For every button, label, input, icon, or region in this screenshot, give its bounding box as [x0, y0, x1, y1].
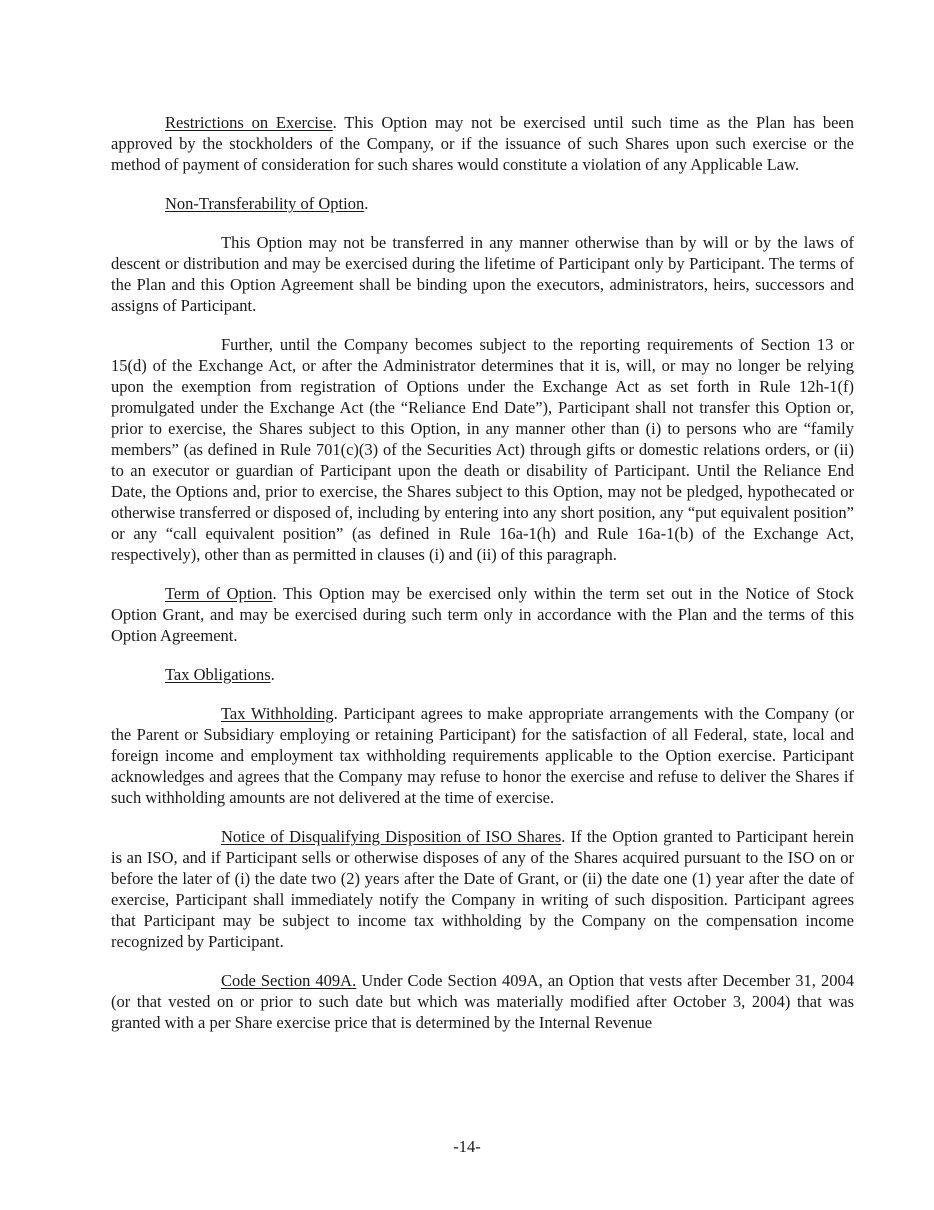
non-transferability-paragraph-2: Further, until the Company becomes subject to the reporting requirements of Section 13 or 15(d) of the Exchange Act, or after the Administrator determines that it is, will, or may no longer be relying upon the exemption from registration of Options under the Exchange Act as set forth in Rule 12h-1(f) promulgated under the Exchange Act (the “Reliance End Date”), Participant shall not transfer this Option or, prior to exercise, the Shares subject to this Option, in any manner other than (i) to persons who are “family members” (as defined in Rule 701(c)(3) of the Securities Act) through gifts or domestic relations orders, or (ii) to an executor or guardian of Participant upon the death or disability of Participant. Until the Reliance End Date, the Options and, prior to exercise, the Shares subject to this Option, may not be pledged, hypothecated or otherwise transferred or disposed of, including by entering into any short position, any “put equivalent position” or any “call equivalent position” (as defined in Rule 16a-1(h) and Rule 16a-1(b) of the Exchange Act, respectively), other than as permitted in clauses (i) and (ii) of this paragraph.	[111, 335, 854, 564]
non-transferability-heading: Non-Transferability of Option	[165, 194, 365, 213]
non-transferability-heading-line: Non-Transferability of Option.	[165, 194, 369, 213]
section-409a-heading: Code Section 409A.	[221, 971, 357, 990]
tax-withholding-paragraph: Tax Withholding. Participant agrees to make appropriate arrangements with the Company (or the Parent or Subsidiary employing or retaining Participant) for the satisfaction of all Federal, state, local and foreign income and employment tax withholding requirements applicable to the Option exercise. Participant acknowledges and agrees that the Company may refuse to honor the exercise and refuse to deliver the Shares if such withholding amounts are not delivered at the time of exercise.	[111, 704, 855, 807]
tax-heading: Tax Obligations	[165, 665, 271, 684]
term-heading: Term of Option	[165, 584, 273, 603]
disqualifying-disposition-paragraph: Notice of Disqualifying Disposition of ISO Shares. If the Option granted to Participant herein is an ISO, and if Participant sells or otherwise disposes of any of the Shares acquired pursuant to the ISO on or before the later of (i) the date two (2) years after the Date of Grant, or (ii) the date one (1) year after the date of exercise, Participant shall immediately notify the Company in writing of such disposition. Participant agrees that Participant may be subject to income tax withholding by the Company on the compensation income recognized by Participant.	[111, 827, 854, 951]
section-409a-paragraph	[111, 970, 854, 1033]
term-text: This Option may be exercised only within the term set out in the Notice of Stock Option Grant, and may be exercised during such term only in accordance with the Plan and the terms of this Option Agreement.	[111, 584, 854, 645]
disqualifying-disposition-text: If the Option granted to Participant herein is an ISO, and if Participant sells or otherwise disposes of any of the Shares acquired pursuant to the ISO on or before the later of (i) the date two (2) years after the Date of Grant, or (ii) the date one (1) year after the date of exercise, Participant shall immediately notify the Company in writing of such disposition. Participant agrees that Participant may be subject to income tax withholding by the Company on the compensation income recognized by Participant.	[111, 827, 854, 951]
non-transferability-paragraph-1: This Option may not be transferred in any manner otherwise than by will or by the laws of descent or distribution and may be exercised during the lifetime of Participant only by Participant. The terms of the Plan and this Option Agreement shall be binding upon the executors, administrators, heirs, successors and assigns of Participant.	[111, 233, 854, 315]
page-number: -14-	[453, 1137, 481, 1156]
section-409a-text: Under Code Section 409A, an Option that vests after December 31, 2004 (or that vested on or prior to such date but which was materially modified after October 3, 2004) that was granted with a per Share exercise price that is determined by the Internal Revenue	[111, 971, 854, 1032]
restrictions-paragraph: Restrictions on Exercise. This Option may not be exercised until such time as the Plan has been approved by the stockholders of the Company, or if the issuance of such Shares upon such exercise or the method of payment of consideration for such shares would constitute a violation of any Applicable Law.	[111, 113, 854, 174]
tax-heading-line: Tax Obligations.	[165, 665, 275, 684]
document-page	[111, 112, 854, 1051]
tax-withholding-text: Participant agrees to make appropriate arrangements with the Company (or the Parent or Subsidiary employing or retaining Participant) for the satisfaction of all Federal, state, local and foreign income and employment tax withholding requirements applicable to the Option exercise. Participant acknowledges and agrees that the Company may refuse to honor the exercise and refuse to deliver the Shares if such withholding amounts are not delivered at the time of exercise.	[111, 704, 855, 807]
tax-withholding-heading: Tax Withholding	[221, 704, 334, 723]
restrictions-heading: Restrictions on Exercise	[165, 113, 333, 132]
term-paragraph: Term of Option. This Option may be exercised only within the term set out in the Notice of Stock Option Grant, and may be exercised during such term only in accordance with the Plan and the terms of this Option Agreement.	[111, 584, 854, 645]
disqualifying-disposition-heading: Notice of Disqualifying Disposition of ISO Shares	[221, 827, 562, 846]
restrictions-text: This Option may not be exercised until such time as the Plan has been approved by the stockholders of the Company, or if the issuance of such Shares upon such exercise or the method of payment of consideration for such shares would constitute a violation of any Applicable Law.	[111, 113, 854, 174]
